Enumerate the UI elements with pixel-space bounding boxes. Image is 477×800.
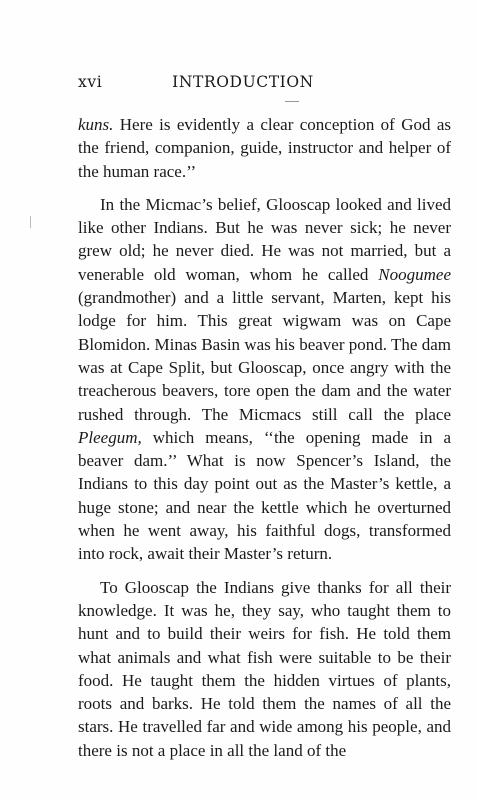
paragraph-text: (grandmother) and a little servant, Marten, kept his lodge for him. This great wigwam was on Cape Blomidon. Minas Basin was his beaver pond. The dam was at Cape Split, but Glooscap, once angry with the treacherous beavers, tore open the dam and the water rushed through. The Micmacs still call the place [78,288,451,424]
paragraph-1 [78,113,451,183]
paragraph-2 [78,193,451,566]
italic-word: kuns. [78,115,114,134]
italic-word: Pleegum, [78,427,142,447]
body-text [78,113,451,772]
paragraph-text: In the Micmac’s belief, Glooscap looked and lived like other Indians. But he was never sick; he never grew old; he never died. He was not married, but a venerable old woman, whom he called [78,194,451,284]
italic-word: Noogumee [378,264,451,284]
paragraph-text: To Glooscap the Indians give thanks for all their knowledge. It was he, they say, who taught them to hunt and to build their weirs for fish. He told them what animals and what fish were suitable to be their food. He taught them the hidden virtues of plants, roots and barks. He told them the names of all the stars. He travelled far and wide among his people, and there is not a place in all the land of the [78,577,451,760]
running-title: INTRODUCTION [172,73,314,91]
paragraph-3 [78,576,451,762]
paragraph-text: which means, ‘‘the opening made in a beaver dam.’’ What is now Spencer’s Island, the Indians to this day point out as the Master’s kettle, a huge stone; and near the kettle which he overturned when he went away, his faithful dogs, transformed into rock, await their Master’s return. [78,427,451,564]
margin-mark [30,216,31,228]
header-mark [285,101,299,102]
page-number: xvi [78,73,103,91]
paragraph-text: Here is evidently a clear conception of God as the friend, companion, guide, instructor and helper of the human race.’’ [78,115,451,181]
page-header [78,73,408,93]
